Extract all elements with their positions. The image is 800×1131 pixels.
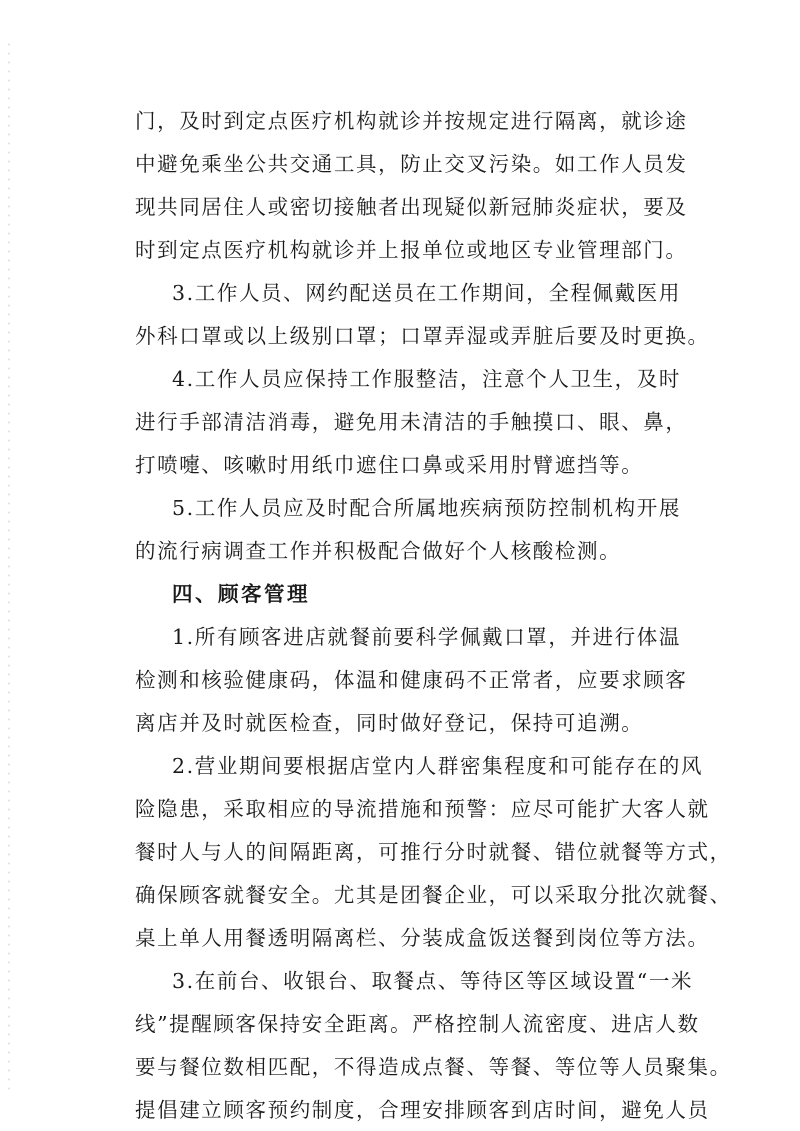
paragraph-5-start: 5.工作人员应及时配合所属地疾病预防控制机构开展 bbox=[172, 496, 681, 520]
body-line: 要与餐位数相匹配，不得造成点餐、等餐、等位等人员聚集。 bbox=[135, 1055, 732, 1079]
section-heading: 四、顾客管理 bbox=[172, 582, 310, 606]
body-line: 进行手部清洁消毒，避免用未清洁的手触摸口、眼、鼻， bbox=[135, 410, 688, 434]
body-line: 门，及时到定点医疗机构就诊并按规定进行隔离，就诊途 bbox=[135, 109, 688, 133]
body-line: 餐时人与人的间隔距离，可推行分时就餐、错位就餐等方式， bbox=[135, 840, 732, 864]
body-line: 检测和核验健康码，体温和健康码不正常者，应要求顾客 bbox=[135, 668, 688, 692]
body-line: 的流行病调查工作并积极配合做好个人核酸检测。 bbox=[135, 539, 622, 563]
body-line: 中避免乘坐公共交通工具，防止交叉污染。如工作人员发 bbox=[135, 152, 688, 176]
body-line: 线”提醒顾客保持安全距离。严格控制人流密度、进店人数 bbox=[135, 1012, 700, 1036]
paragraph-3-start: 3.工作人员、网约配送员在工作期间，全程佩戴医用 bbox=[172, 281, 681, 305]
scan-edge-marks bbox=[8, 40, 10, 1090]
body-line: 时到定点医疗机构就诊并上报单位或地区专业管理部门。 bbox=[135, 238, 688, 262]
body-line: 提倡建立顾客预约制度，合理安排顾客到店时间，避免人员 bbox=[135, 1098, 710, 1122]
body-line: 离店并及时就医检查，同时做好登记，保持可追溯。 bbox=[135, 711, 644, 735]
customer-item-2-start: 2.营业期间要根据店堂内人群密集程度和可能存在的风 bbox=[172, 754, 704, 778]
body-line: 确保顾客就餐安全。尤其是团餐企业，可以采取分批次就餐、 bbox=[135, 883, 732, 907]
body-line: 险隐患，采取相应的导流措施和预警：应尽可能扩大客人就 bbox=[135, 797, 710, 821]
body-line: 外科口罩或以上级别口罩；口罩弄湿或弄脏后要及时更换。 bbox=[135, 324, 710, 348]
paragraph-4-start: 4.工作人员应保持工作服整洁，注意个人卫生，及时 bbox=[172, 367, 681, 391]
body-line: 打喷嚏、咳嗽时用纸巾遮住口鼻或采用肘臂遮挡等。 bbox=[135, 453, 644, 477]
body-line: 桌上单人用餐透明隔离栏、分装成盒饭送餐到岗位等方法。 bbox=[135, 926, 710, 950]
body-line: 现共同居住人或密切接触者出现疑似新冠肺炎症状，要及 bbox=[135, 195, 688, 219]
customer-item-1-start: 1.所有顾客进店就餐前要科学佩戴口罩，并进行体温 bbox=[172, 625, 681, 649]
customer-item-3-start: 3.在前台、收银台、取餐点、等待区等区域设置“一米 bbox=[172, 969, 694, 993]
